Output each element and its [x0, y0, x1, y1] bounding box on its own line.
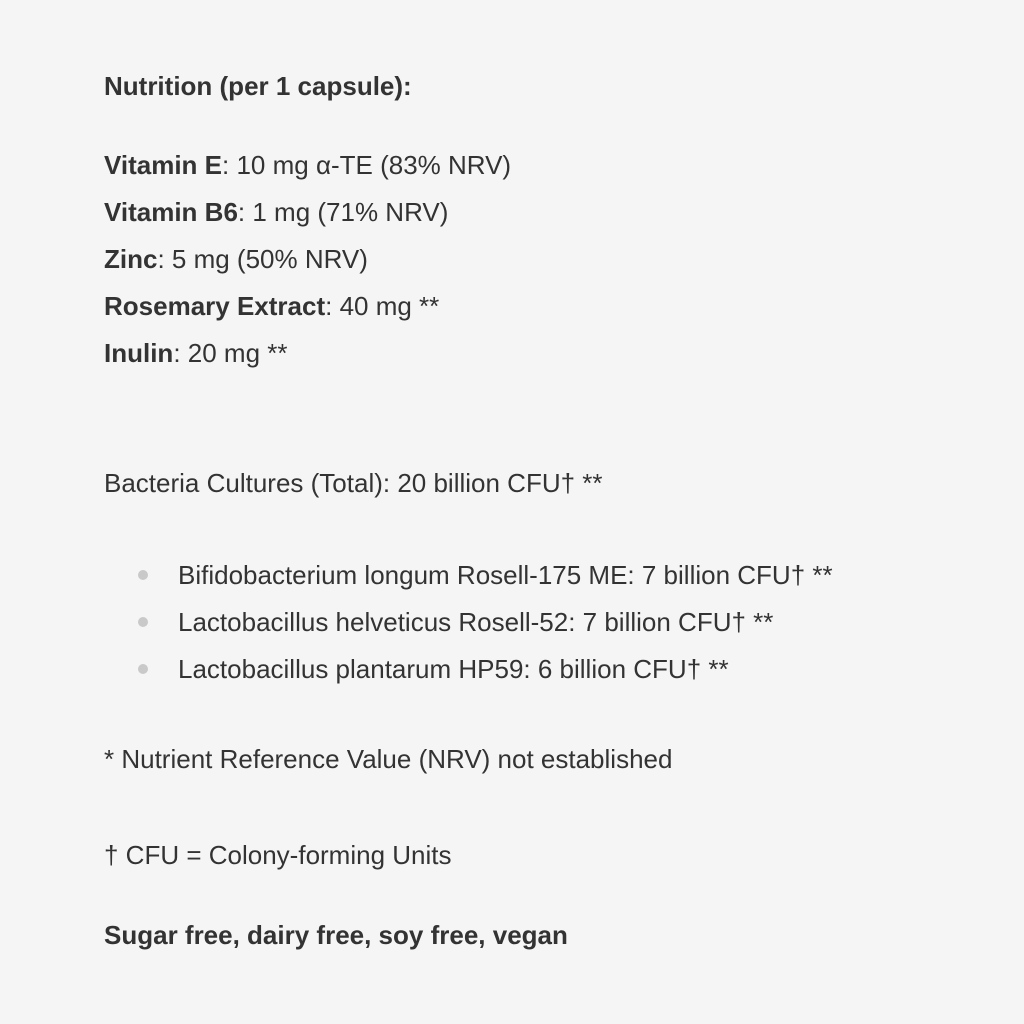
nutrient-row-vitamin-e: [104, 147, 511, 194]
nutrient-value: : 40 mg **: [325, 291, 440, 321]
dietary-claims: Sugar free, dairy free, soy free, vegan: [104, 920, 568, 950]
nutrient-value: : 10 mg α-TE (83% NRV): [222, 150, 512, 180]
bacteria-cultures-total: Bacteria Cultures (Total): 20 billion CFU† **: [104, 468, 603, 498]
nutrient-name: Zinc: [104, 244, 158, 274]
nutrient-name: Vitamin E: [104, 150, 223, 180]
list-item: [138, 557, 833, 604]
nutrition-heading: Nutrition (per 1 capsule):: [104, 71, 412, 101]
bullet-icon: [138, 617, 148, 627]
strain-text: Lactobacillus helveticus Rosell-52: 7 billion CFU† **: [178, 607, 774, 637]
nutrient-row-zinc: [104, 241, 511, 288]
strain-text: Bifidobacterium longum Rosell-175 ME: 7 billion CFU† **: [178, 560, 833, 590]
strain-list: [138, 557, 833, 698]
strain-text: Lactobacillus plantarum HP59: 6 billion CFU† **: [178, 654, 729, 684]
footnote-cfu: † CFU = Colony-forming Units: [104, 840, 452, 870]
nutrient-value: : 20 mg **: [173, 338, 288, 368]
nutrient-row-inulin: [104, 335, 511, 382]
nutrient-row-vitamin-b6: [104, 194, 511, 241]
nutrient-value: : 5 mg (50% NRV): [157, 244, 368, 274]
footnote-nrv: * Nutrient Reference Value (NRV) not established: [104, 744, 673, 774]
nutrient-name: Inulin: [104, 338, 174, 368]
nutrient-name: Vitamin B6: [104, 197, 238, 227]
nutrient-list: [104, 147, 511, 382]
bullet-icon: [138, 570, 148, 580]
bullet-icon: [138, 664, 148, 674]
list-item: [138, 651, 833, 698]
list-item: [138, 604, 833, 651]
nutrient-row-rosemary-extract: [104, 288, 511, 335]
nutrient-name: Rosemary Extract: [104, 291, 326, 321]
nutrient-value: : 1 mg (71% NRV): [237, 197, 449, 227]
